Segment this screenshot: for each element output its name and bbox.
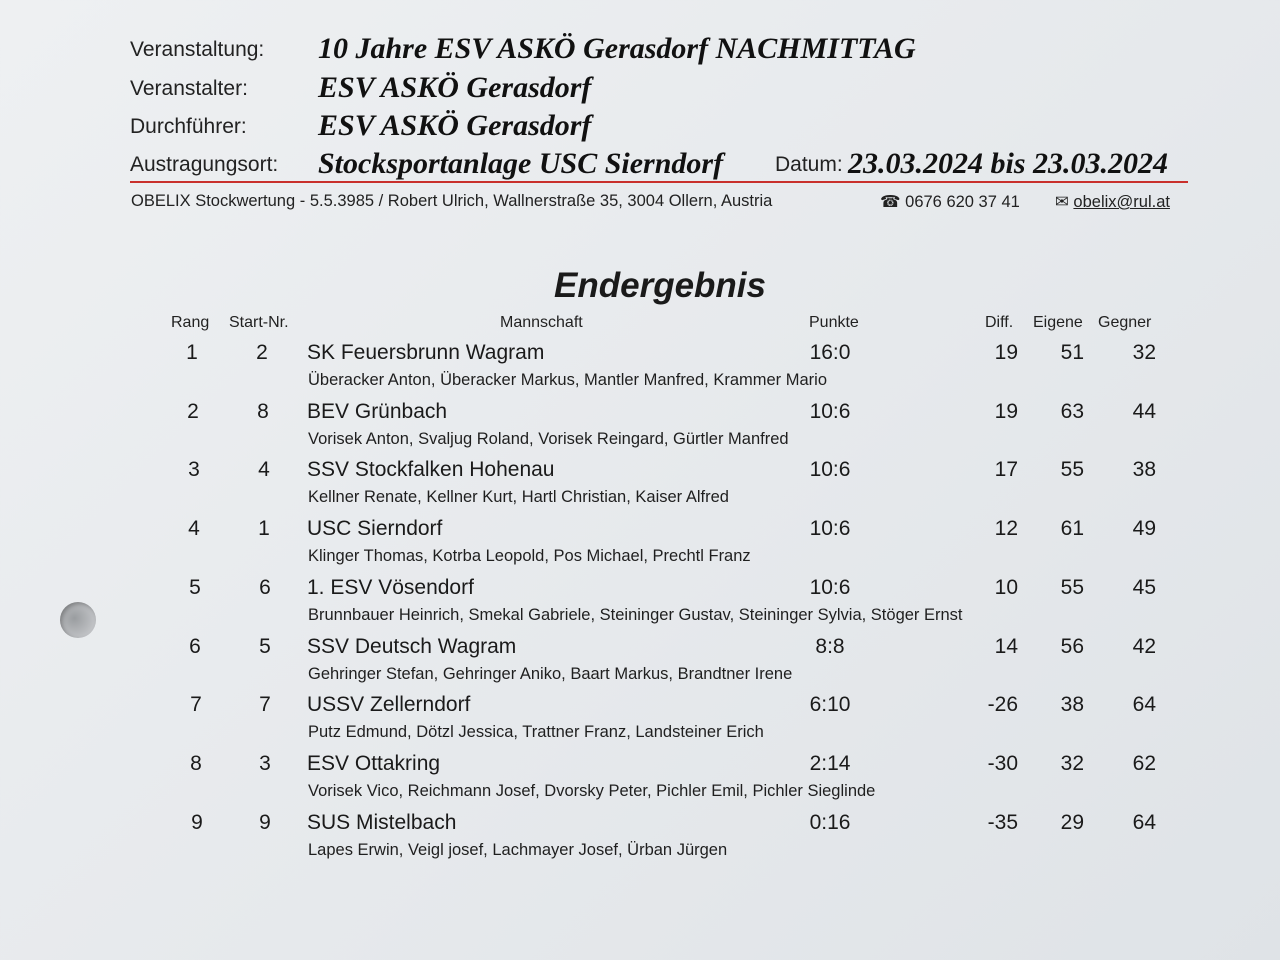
table-row	[0, 752, 1280, 810]
players-cell: Lapes Erwin, Veigl josef, Lachmayer Josef, Ürban Jürgen	[308, 841, 728, 859]
gegner-cell: 45	[1132, 576, 1156, 599]
players-cell: Kellner Renate, Kellner Kurt, Hartl Christian, Kaiser Alfred	[308, 488, 729, 506]
gegner-cell: 32	[1132, 341, 1156, 364]
team-cell: USC Sierndorf	[307, 517, 443, 540]
col-header-mannschaft: Mannschaft	[500, 314, 583, 331]
diff-cell: -35	[987, 811, 1018, 834]
page-title: Endergebnis	[554, 266, 766, 305]
email-link[interactable]: obelix@rul.at	[1073, 193, 1170, 211]
header-label: Veranstalter:	[130, 77, 248, 100]
eigene-cell: 63	[1060, 400, 1084, 423]
start-cell: 7	[259, 693, 271, 716]
punkte-cell: 10:6	[809, 400, 851, 423]
eigene-cell: 38	[1060, 693, 1084, 716]
team-cell: SSV Stockfalken Hohenau	[307, 458, 555, 481]
players-cell: Vorisek Anton, Svaljug Roland, Vorisek Reingard, Gürtler Manfred	[308, 430, 789, 448]
table-row	[0, 693, 1280, 751]
diff-cell: 19	[994, 341, 1018, 364]
gegner-cell: 49	[1132, 517, 1156, 540]
rang-cell: 1	[186, 341, 198, 364]
table-row	[0, 811, 1280, 869]
header-row-veranstalter	[130, 73, 1190, 109]
diff-cell: -30	[987, 752, 1018, 775]
punkte-cell: 10:6	[809, 517, 851, 540]
start-cell: 8	[257, 400, 269, 423]
gegner-cell: 62	[1132, 752, 1156, 775]
players-cell: Brunnbauer Heinrich, Smekal Gabriele, Steininger Gustav, Steininger Sylvia, Stöger Ernst	[308, 606, 963, 624]
col-header-rang: Rang	[171, 314, 210, 331]
gegner-cell: 38	[1132, 458, 1156, 481]
start-cell: 3	[259, 752, 271, 775]
header-value: ESV ASKÖ Gerasdorf	[318, 109, 592, 142]
punkte-cell: 2:14	[809, 752, 851, 775]
start-cell: 4	[258, 458, 270, 481]
rang-cell: 9	[191, 811, 203, 834]
rang-cell: 4	[188, 517, 200, 540]
header-row-veranstaltung	[130, 34, 1190, 70]
table-row	[0, 458, 1280, 516]
team-cell: SSV Deutsch Wagram	[307, 635, 517, 658]
email-icon: ✉	[1055, 193, 1069, 211]
start-cell: 1	[258, 517, 270, 540]
table-row	[0, 517, 1280, 575]
rang-cell: 7	[190, 693, 202, 716]
punkte-cell: 8:8	[815, 635, 845, 658]
rang-cell: 6	[189, 635, 201, 658]
header-label: Durchführer:	[130, 115, 247, 138]
header-label: Austragungsort:	[130, 153, 279, 176]
diff-cell: 12	[994, 517, 1018, 540]
header-label: Veranstaltung:	[130, 38, 265, 61]
col-header-punkte: Punkte	[809, 314, 859, 331]
header-divider	[130, 181, 1188, 183]
diff-cell: 14	[994, 635, 1018, 658]
header-value: ESV ASKÖ Gerasdorf	[318, 71, 592, 104]
rang-cell: 3	[188, 458, 200, 481]
table-row	[0, 635, 1280, 693]
players-cell: Überacker Anton, Überacker Markus, Mantler Manfred, Krammer Mario	[308, 371, 828, 389]
gegner-cell: 64	[1132, 693, 1156, 716]
team-cell: 1. ESV Vösendorf	[307, 576, 474, 599]
datum-value: 23.03.2024 bis 23.03.2024	[848, 147, 1169, 180]
punkte-cell: 10:6	[809, 576, 851, 599]
phone-number: 0676 620 37 41	[905, 193, 1020, 211]
punch-hole	[60, 602, 96, 638]
eigene-cell: 29	[1060, 811, 1084, 834]
header-row-durchfuehrer	[130, 111, 1190, 147]
start-cell: 5	[259, 635, 271, 658]
header-value: Stocksportanlage USC Sierndorf	[318, 147, 724, 180]
table-row	[0, 341, 1280, 399]
software-info: OBELIX Stockwertung - 5.5.3985 / Robert Ulrich, Wallnerstraße 35, 3004 Ollern, Austria	[131, 192, 773, 210]
diff-cell: 19	[994, 400, 1018, 423]
gegner-cell: 64	[1132, 811, 1156, 834]
gegner-cell: 42	[1132, 635, 1156, 658]
table-row	[0, 576, 1280, 634]
start-cell: 2	[256, 341, 268, 364]
phone-icon: ☎	[880, 193, 901, 211]
diff-cell: 10	[994, 576, 1018, 599]
email-info	[1055, 192, 1170, 212]
eigene-cell: 55	[1060, 458, 1084, 481]
punkte-cell: 0:16	[809, 811, 851, 834]
diff-cell: 17	[994, 458, 1018, 481]
rang-cell: 5	[189, 576, 201, 599]
diff-cell: -26	[987, 693, 1018, 716]
gegner-cell: 44	[1132, 400, 1156, 423]
rang-cell: 2	[187, 400, 199, 423]
players-cell: Klinger Thomas, Kotrba Leopold, Pos Michael, Prechtl Franz	[308, 547, 751, 565]
col-header-diff: Diff.	[985, 314, 1014, 331]
punkte-cell: 10:6	[809, 458, 851, 481]
col-header-gegner: Gegner	[1098, 314, 1152, 331]
phone-info	[880, 192, 1020, 212]
eigene-cell: 55	[1060, 576, 1084, 599]
header-row-austragungsort	[130, 149, 1190, 185]
punkte-cell: 16:0	[809, 341, 851, 364]
col-header-start: Start-Nr.	[229, 314, 289, 331]
team-cell: SUS Mistelbach	[307, 811, 457, 834]
eigene-cell: 56	[1060, 635, 1084, 658]
datum-label: Datum:	[775, 153, 843, 176]
players-cell: Gehringer Stefan, Gehringer Aniko, Baart Markus, Brandtner Irene	[308, 665, 793, 683]
team-cell: BEV Grünbach	[307, 400, 448, 423]
players-cell: Vorisek Vico, Reichmann Josef, Dvorsky Peter, Pichler Emil, Pichler Sieglinde	[308, 782, 876, 800]
eigene-cell: 32	[1060, 752, 1084, 775]
start-cell: 6	[259, 576, 271, 599]
col-header-eigene: Eigene	[1033, 314, 1083, 331]
start-cell: 9	[259, 811, 271, 834]
team-cell: SK Feuersbrunn Wagram	[307, 341, 545, 364]
players-cell: Putz Edmund, Dötzl Jessica, Trattner Franz, Landsteiner Erich	[308, 723, 764, 741]
eigene-cell: 61	[1060, 517, 1084, 540]
header-value: 10 Jahre ESV ASKÖ Gerasdorf NACHMITTAG	[318, 32, 916, 65]
punkte-cell: 6:10	[809, 693, 851, 716]
team-cell: ESV Ottakring	[307, 752, 441, 775]
rang-cell: 8	[190, 752, 202, 775]
team-cell: USSV Zellerndorf	[307, 693, 471, 716]
table-row	[0, 400, 1280, 458]
eigene-cell: 51	[1060, 341, 1084, 364]
